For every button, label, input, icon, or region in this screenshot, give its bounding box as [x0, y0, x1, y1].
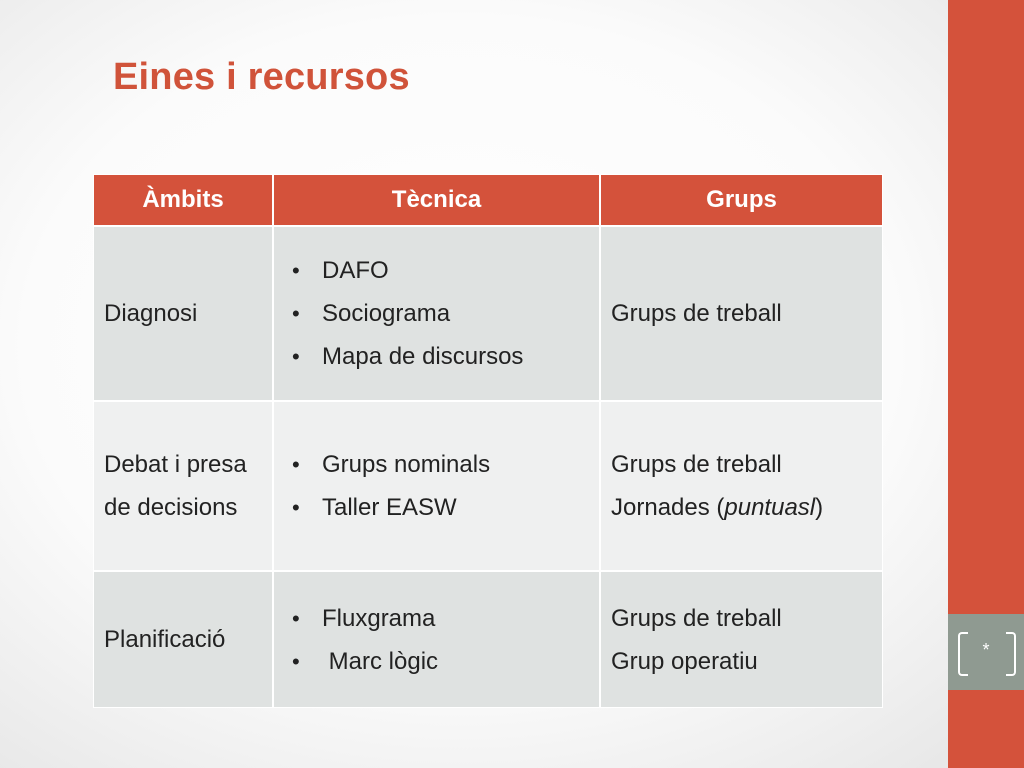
slide-title: Eines i recursos	[113, 56, 410, 98]
ambit-cell: Planificació	[93, 571, 273, 708]
header-tecnica: Tècnica	[273, 174, 600, 226]
tecnica-list	[284, 249, 589, 378]
grups-cell	[600, 401, 883, 571]
grups-line: Grups de treball	[611, 300, 782, 327]
header-grups: Grups	[600, 174, 883, 226]
table-row	[93, 571, 883, 708]
list-item: • DAFO	[284, 249, 589, 292]
grups-line-jornades	[611, 486, 872, 529]
grups-cell	[600, 571, 883, 708]
table-row	[93, 226, 883, 401]
table-header-row	[93, 174, 883, 226]
list-item: • Mapa de discursos	[284, 335, 589, 378]
page-number: *	[982, 640, 990, 660]
tecnica-list	[284, 443, 589, 529]
grups-line: Grup operatiu	[611, 647, 758, 675]
resources-table	[93, 174, 883, 708]
jornades-italic: puntuasl	[724, 494, 816, 521]
list-item: • Fluxgrama	[284, 597, 589, 640]
list-item: • Sociograma	[284, 292, 589, 335]
grups-cell	[600, 226, 883, 401]
ambit-cell: Debat i presa de decisions	[93, 401, 273, 571]
grups-line: Grups de treball	[611, 604, 782, 632]
tecnica-cell	[273, 571, 600, 708]
tecnica-cell	[273, 401, 600, 571]
jornades-suffix: )	[815, 494, 824, 521]
jornades-prefix: Jornades (	[611, 494, 725, 521]
grups-line: Grups de treball	[611, 451, 782, 478]
list-item: • Taller EASW	[284, 486, 589, 529]
page-number-box	[948, 614, 1024, 690]
header-ambits: Àmbits	[93, 174, 273, 226]
table-row	[93, 401, 883, 571]
list-item: • Marc lògic	[284, 640, 589, 683]
tecnica-list	[284, 597, 589, 683]
tecnica-cell	[273, 226, 600, 401]
ambit-cell: Diagnosi	[93, 226, 273, 401]
list-item: • Grups nominals	[284, 443, 589, 486]
